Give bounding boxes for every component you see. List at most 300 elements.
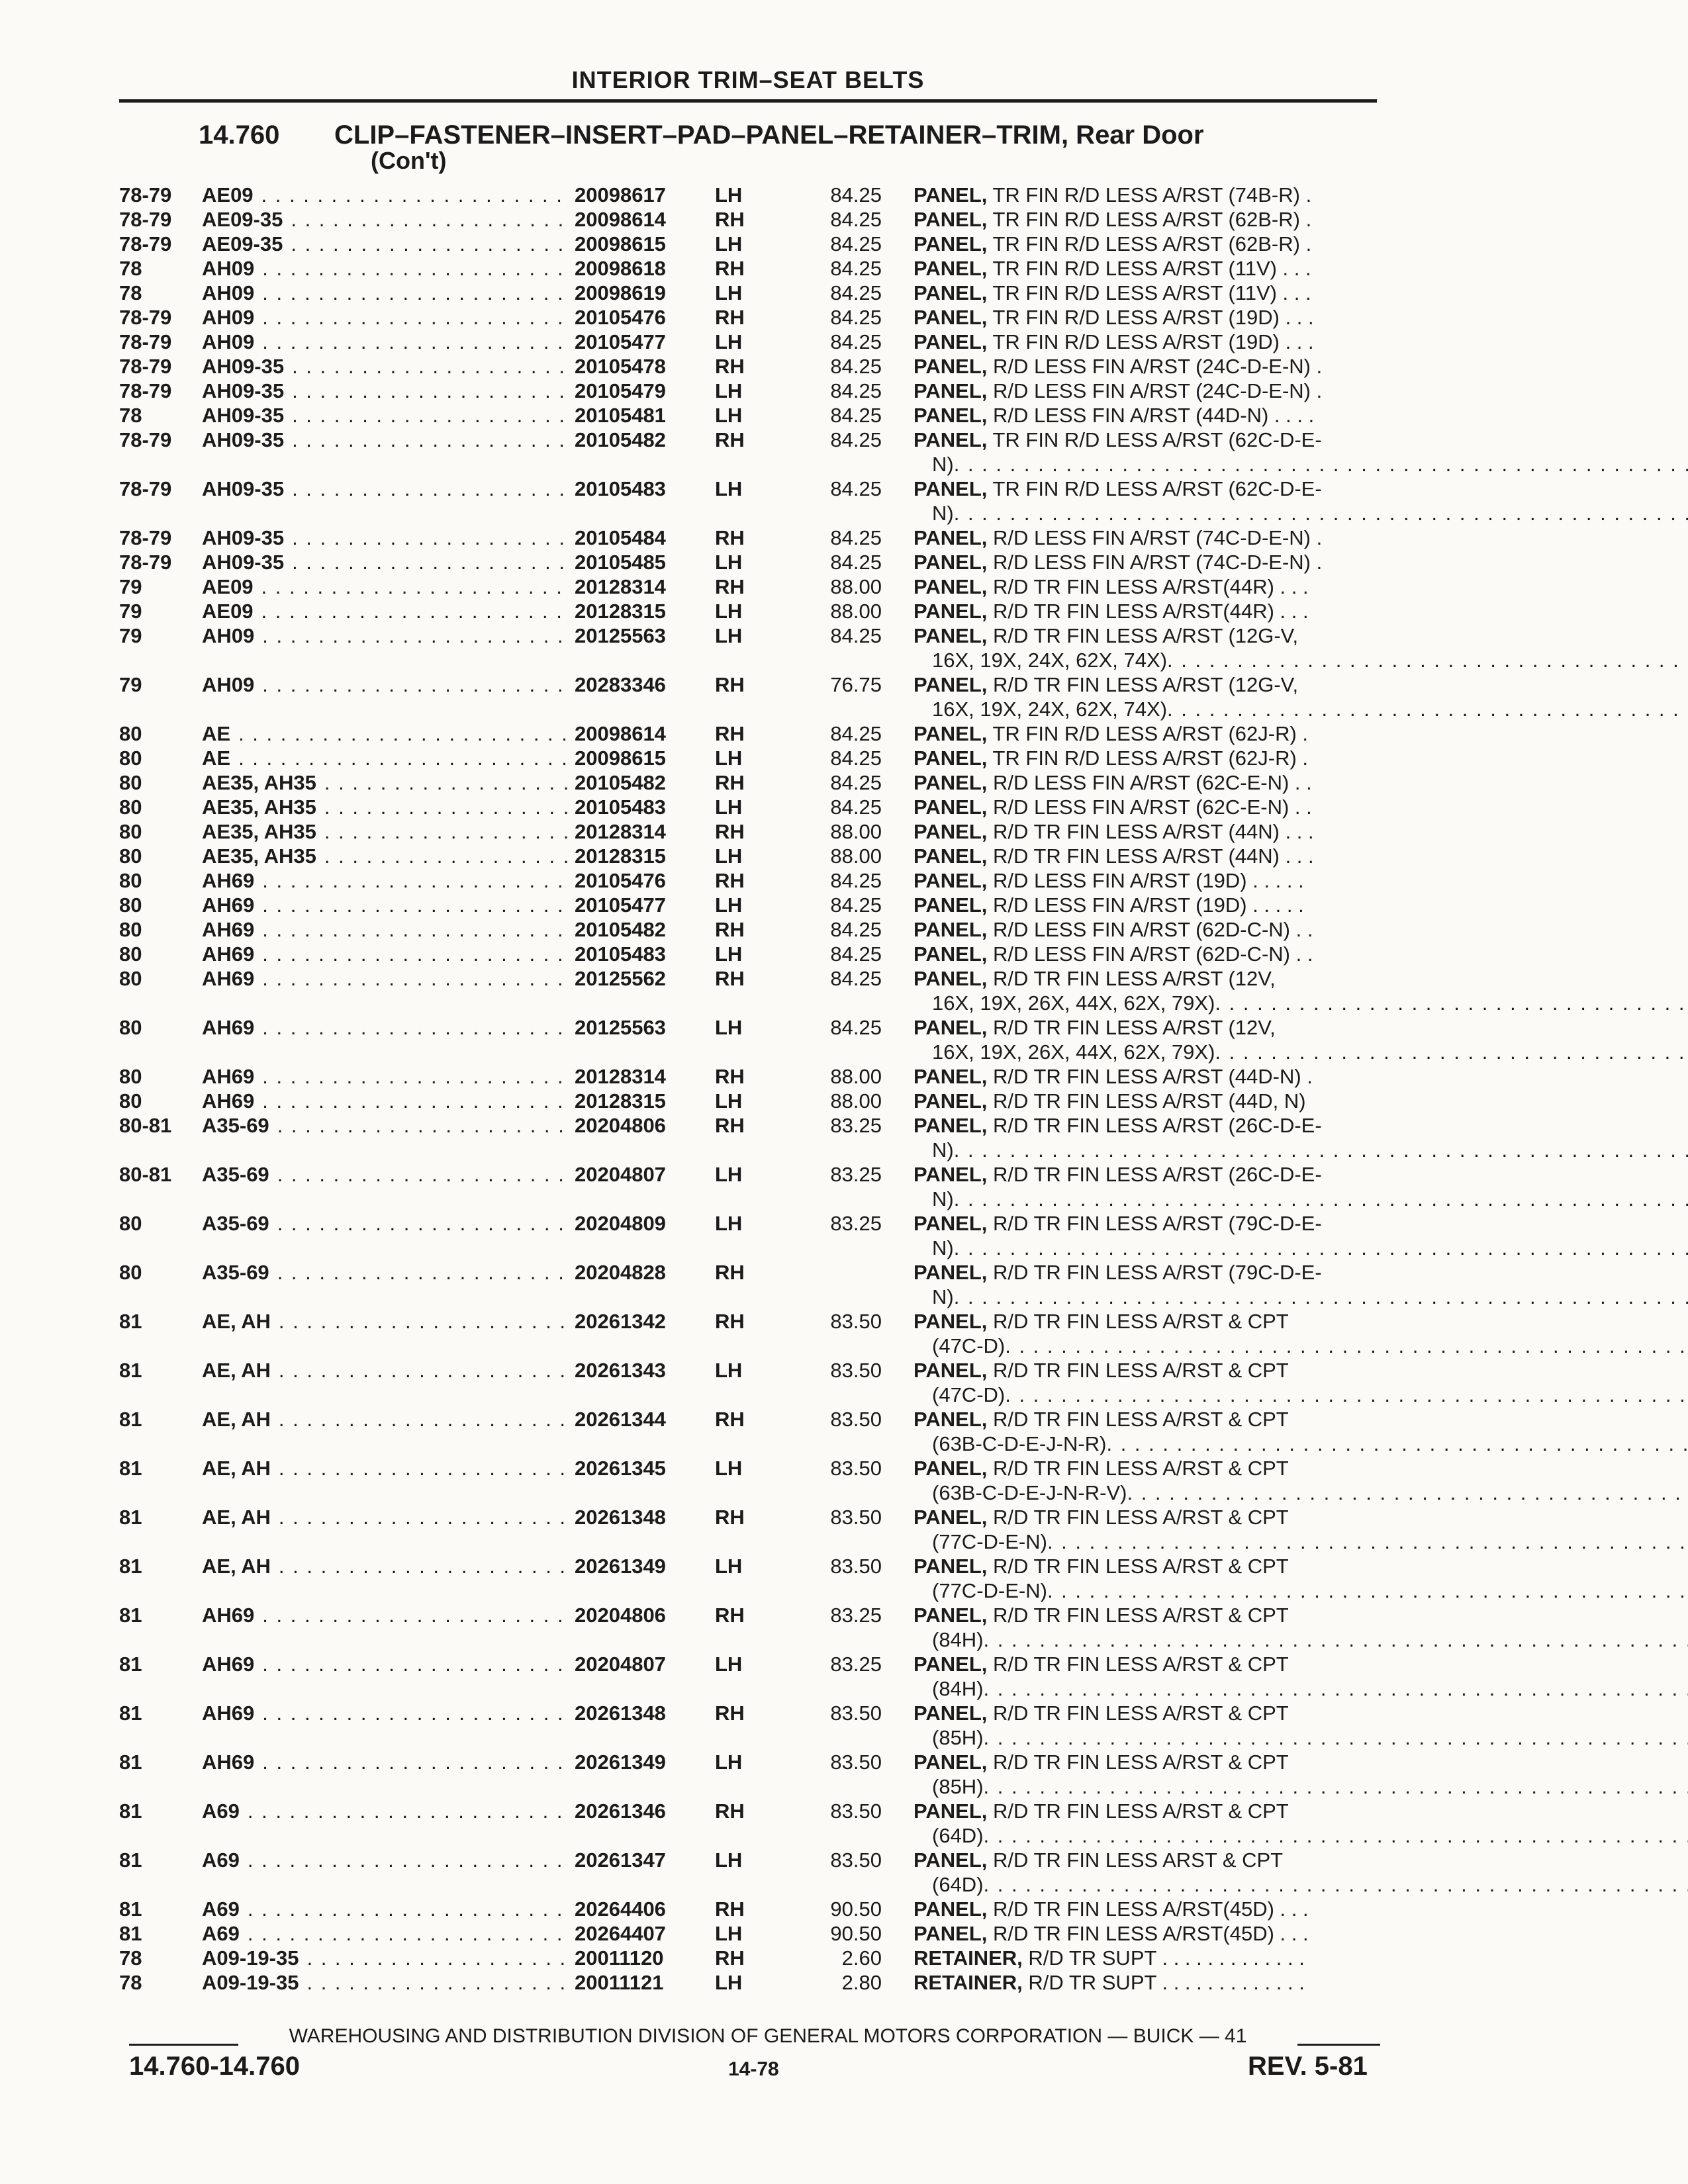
year-cell: 80-81 — [119, 1114, 172, 1137]
model-text: A35-69 — [202, 1261, 269, 1284]
part-number-cell: 20105476 — [575, 306, 666, 329]
part-number-cell: 20261349 — [575, 1555, 666, 1578]
description-cell — [882, 770, 1390, 795]
description-line-2 — [914, 1383, 1688, 1407]
description-line-1 — [914, 1946, 1390, 1970]
footer-publisher-line: WAREHOUSING AND DISTRIBUTION DIVISION OF GENERAL MOTORS CORPORATION — BUICK — 41 — [289, 2025, 1247, 2047]
description-cell — [882, 403, 1390, 428]
part-number-cell: 20204807 — [575, 1653, 666, 1676]
price-cell: 83.50 — [830, 1359, 882, 1382]
side-cell: RH — [715, 673, 745, 696]
description-keyword: PANEL, — [914, 1604, 988, 1627]
description-line-2 — [914, 1774, 1688, 1799]
model-cell — [202, 672, 569, 697]
year-cell: 80 — [119, 869, 142, 892]
list-item — [119, 1505, 1390, 1554]
price-cell: 84.25 — [830, 869, 882, 892]
part-number-cell: 20264406 — [575, 1897, 666, 1921]
list-item — [119, 1015, 1390, 1064]
year-cell: 80 — [119, 967, 142, 990]
year-cell: 80 — [119, 1065, 142, 1088]
description-cell — [882, 1015, 1688, 1064]
list-item — [119, 428, 1390, 477]
year-cell: 81 — [119, 1310, 142, 1333]
dot-leader — [984, 1872, 1688, 1897]
model-text: AE35, AH35 — [202, 796, 316, 819]
description-text: R/D TR FIN LESS A/RST(44R) . . . — [987, 600, 1309, 623]
description-text: R/D TR FIN LESS A/RST & CPT — [987, 1506, 1289, 1529]
model-text: AE, AH — [202, 1408, 271, 1431]
description-cell — [882, 1260, 1688, 1309]
dot-leader — [254, 183, 569, 207]
price-cell: 84.25 — [830, 428, 882, 451]
description-text: R/D TR FIN LESS A/RST & CPT — [987, 1310, 1289, 1333]
dot-leader — [269, 1162, 569, 1187]
description-line-1 — [914, 746, 1390, 770]
year-cell: 81 — [119, 1922, 142, 1945]
model-text: A69 — [202, 1922, 240, 1945]
dot-leader — [271, 1407, 569, 1432]
description-text: TR FIN R/D LESS A/RST (62J-R) . — [987, 722, 1309, 745]
model-cell — [202, 1652, 569, 1676]
list-item — [119, 1799, 1390, 1848]
part-number-cell: 20098619 — [575, 281, 666, 304]
description-text: R/D TR FIN LESS A/RST & CPT — [987, 1751, 1289, 1774]
side-cell: RH — [715, 771, 745, 794]
model-cell — [202, 477, 569, 501]
dot-leader — [254, 1089, 569, 1113]
description-cell — [882, 232, 1390, 256]
part-number-cell: 20128314 — [575, 820, 666, 843]
dot-leader — [254, 672, 569, 697]
part-number-cell: 20098618 — [575, 257, 666, 280]
description-text: TR FIN R/D LESS A/RST (62B-R) . — [987, 232, 1312, 255]
model-text: AE35, AH35 — [202, 844, 316, 868]
description-line-1 — [914, 623, 1688, 648]
description-cell — [882, 1358, 1688, 1407]
list-item — [119, 354, 1390, 379]
side-cell: RH — [715, 1604, 745, 1627]
description-line-2 — [914, 1823, 1688, 1848]
year-cell: 80 — [119, 1212, 142, 1235]
description-keyword: PANEL, — [914, 844, 988, 868]
description-cell — [882, 354, 1390, 379]
side-cell: RH — [715, 257, 745, 280]
price-cell: 84.25 — [830, 183, 882, 206]
model-text: A35-69 — [202, 1163, 269, 1186]
side-cell: RH — [715, 575, 745, 598]
description-continuation: (85H) — [932, 1775, 984, 1798]
dot-leader — [271, 1456, 569, 1480]
list-item — [119, 1358, 1390, 1407]
description-line-2 — [914, 1432, 1688, 1456]
price-cell: 84.25 — [830, 526, 882, 549]
description-continuation: (77C-D-E-N) — [932, 1530, 1047, 1553]
model-text: AH69 — [202, 893, 255, 917]
description-line-1 — [914, 428, 1688, 452]
year-cell: 78 — [119, 404, 142, 427]
model-cell — [202, 1015, 569, 1040]
model-cell — [202, 966, 569, 991]
description-cell — [882, 1407, 1688, 1456]
part-number-cell: 20105482 — [575, 918, 666, 941]
description-line-1 — [914, 1162, 1688, 1187]
description-line-1 — [914, 1921, 1390, 1946]
price-cell: 83.50 — [830, 1555, 882, 1578]
model-text: AE35, AH35 — [202, 820, 316, 843]
price-cell: 84.25 — [830, 942, 882, 966]
description-cell — [882, 1211, 1688, 1260]
list-item — [119, 1064, 1390, 1089]
part-number-cell: 20261345 — [575, 1457, 666, 1480]
model-text: AH69 — [202, 869, 255, 892]
footer-revision: REV. 5-81 — [1248, 2052, 1368, 2081]
description-keyword: PANEL, — [914, 1702, 988, 1725]
description-continuation: (64D) — [932, 1873, 984, 1896]
description-keyword: PANEL, — [914, 967, 988, 990]
side-cell: LH — [715, 747, 743, 770]
side-cell: LH — [715, 844, 743, 868]
dot-leader — [316, 844, 569, 868]
description-line-1 — [914, 354, 1390, 379]
list-item — [119, 1162, 1390, 1211]
part-number-cell: 20128314 — [575, 1065, 666, 1088]
price-cell: 90.50 — [830, 1897, 882, 1921]
model-cell — [202, 1358, 569, 1383]
model-cell — [202, 1946, 569, 1970]
dot-leader — [284, 354, 569, 379]
side-cell: RH — [715, 1506, 745, 1529]
part-number-cell: 20261344 — [575, 1408, 666, 1431]
part-number-cell: 20128315 — [575, 600, 666, 623]
list-item — [119, 1701, 1390, 1750]
model-text: AE35, AH35 — [202, 771, 316, 794]
list-item — [119, 844, 1390, 868]
part-number-cell: 20264407 — [575, 1922, 666, 1945]
list-item — [119, 1211, 1390, 1260]
price-cell: 84.25 — [830, 747, 882, 770]
footer-section-range: 14.760-14.760 — [129, 2052, 301, 2081]
description-keyword: PANEL, — [914, 526, 988, 549]
part-number-cell: 20261348 — [575, 1506, 666, 1529]
price-cell: 83.25 — [830, 1604, 882, 1627]
description-text: R/D TR FIN LESS A/RST (12G-V, — [987, 624, 1299, 647]
list-item — [119, 1113, 1390, 1162]
year-cell: 78 — [119, 257, 142, 280]
model-text: AH09-35 — [202, 526, 285, 549]
price-cell: 84.25 — [830, 918, 882, 941]
description-keyword: PANEL, — [914, 1310, 988, 1333]
description-keyword: PANEL, — [914, 404, 988, 427]
description-line-1 — [914, 1554, 1688, 1578]
model-text: AE09 — [202, 600, 254, 623]
side-cell: RH — [715, 820, 745, 843]
side-cell: RH — [715, 208, 745, 231]
model-cell — [202, 844, 569, 868]
price-cell: 83.25 — [830, 1114, 882, 1137]
dot-leader — [954, 1187, 1688, 1211]
side-cell: LH — [715, 281, 743, 304]
section-title: CLIP–FASTENER–INSERT–PAD–PANEL–RETAINER–TRIM, Rear Door — [334, 120, 1204, 150]
description-keyword: PANEL, — [914, 330, 988, 353]
list-item — [119, 868, 1390, 893]
model-cell — [202, 428, 569, 452]
model-cell — [202, 1113, 569, 1138]
description-keyword: PANEL, — [914, 1922, 988, 1945]
year-cell: 78 — [119, 281, 142, 304]
year-cell: 81 — [119, 1799, 142, 1823]
description-text: R/D TR FIN LESS A/RST (44D, N) — [987, 1089, 1306, 1113]
model-cell — [202, 354, 569, 379]
dot-leader — [984, 1627, 1688, 1652]
model-cell — [202, 207, 569, 232]
description-text: R/D LESS FIN A/RST (62D-C-N) . . — [987, 942, 1313, 966]
description-text: TR FIN R/D LESS A/RST (62C-D-E- — [987, 428, 1322, 451]
description-line-1 — [914, 1848, 1688, 1872]
price-cell: 83.50 — [830, 1702, 882, 1725]
dot-leader — [1047, 1529, 1688, 1554]
description-text: TR FIN R/D LESS A/RST (19D) . . . — [987, 330, 1314, 353]
dot-leader — [254, 942, 569, 966]
dot-leader — [240, 1848, 569, 1872]
part-number-cell: 20011121 — [575, 1971, 664, 1994]
description-keyword: PANEL, — [914, 1555, 988, 1578]
dot-leader — [316, 795, 569, 819]
part-number-cell: 20128315 — [575, 844, 666, 868]
model-text: AE09-35 — [202, 208, 283, 231]
side-cell: RH — [715, 1702, 745, 1725]
side-cell: LH — [715, 600, 743, 623]
list-item — [119, 1309, 1390, 1358]
part-number-cell: 20105483 — [575, 477, 666, 500]
description-cell — [882, 1799, 1688, 1848]
description-line-2 — [914, 1725, 1688, 1750]
description-keyword: PANEL, — [914, 477, 988, 500]
side-cell: LH — [715, 1653, 743, 1676]
part-number-cell: 20125563 — [575, 1016, 666, 1039]
dot-leader — [254, 1750, 569, 1774]
side-cell: RH — [715, 1408, 745, 1431]
side-cell: RH — [715, 428, 745, 451]
description-line-2 — [914, 1480, 1688, 1505]
description-text: TR FIN R/D LESS A/RST (11V) . . . — [987, 281, 1311, 304]
part-number-cell: 20128314 — [575, 575, 666, 598]
description-line-1 — [914, 1089, 1390, 1113]
price-cell: 88.00 — [830, 1065, 882, 1088]
description-keyword: PANEL, — [914, 624, 988, 647]
description-line-2 — [914, 1236, 1688, 1260]
list-item — [119, 1652, 1390, 1701]
dot-leader — [284, 525, 569, 550]
description-text: R/D TR SUPT . . . . . . . . . . . . . — [1022, 1946, 1305, 1970]
description-cell — [882, 966, 1688, 1015]
dot-leader — [954, 1236, 1688, 1260]
model-text: AE, AH — [202, 1457, 271, 1480]
year-cell: 80 — [119, 796, 142, 819]
part-number-cell: 20105478 — [575, 355, 666, 378]
list-item — [119, 1260, 1390, 1309]
description-keyword: PANEL, — [914, 1848, 988, 1872]
side-cell: LH — [715, 330, 743, 353]
description-continuation: 16X, 19X, 24X, 62X, 74X) — [932, 649, 1168, 672]
description-text: R/D LESS FIN A/RST (19D) . . . . . — [987, 869, 1304, 892]
description-line-1 — [914, 868, 1390, 893]
price-cell: 84.25 — [830, 306, 882, 329]
side-cell: RH — [715, 918, 745, 941]
model-cell — [202, 183, 569, 207]
description-line-1 — [914, 770, 1390, 795]
description-text: R/D LESS FIN A/RST (62C-E-N) . . — [987, 771, 1312, 794]
price-cell: 83.50 — [830, 1457, 882, 1480]
year-cell: 80 — [119, 747, 142, 770]
description-keyword: PANEL, — [914, 306, 988, 329]
year-cell: 78-79 — [119, 355, 172, 378]
description-line-1 — [914, 1750, 1688, 1774]
dot-leader — [283, 207, 569, 232]
description-keyword: PANEL, — [914, 1016, 988, 1039]
price-cell: 84.25 — [830, 893, 882, 917]
dot-leader — [269, 1113, 569, 1138]
dot-leader — [984, 1823, 1688, 1848]
description-cell — [882, 379, 1390, 403]
part-number-cell: 20204807 — [575, 1163, 666, 1186]
list-item — [119, 770, 1390, 795]
description-cell — [882, 868, 1390, 893]
model-cell — [202, 1799, 569, 1823]
dot-leader — [254, 966, 569, 991]
description-keyword: PANEL, — [914, 942, 988, 966]
model-cell — [202, 525, 569, 550]
list-item — [119, 1089, 1390, 1113]
description-text: R/D TR FIN LESS A/RST(45D) . . . — [987, 1922, 1309, 1945]
description-cell — [882, 574, 1390, 599]
description-cell — [882, 844, 1390, 868]
side-cell: LH — [715, 183, 743, 206]
price-cell: 83.25 — [830, 1163, 882, 1186]
page-header-title: INTERIOR TRIM–SEAT BELTS — [571, 66, 925, 93]
side-cell: LH — [715, 1922, 743, 1945]
footer-page-number: 14-78 — [728, 2058, 779, 2080]
description-continuation: (85H) — [932, 1726, 984, 1749]
model-cell — [202, 1407, 569, 1432]
list-item — [119, 330, 1390, 354]
model-cell — [202, 1603, 569, 1627]
side-cell: RH — [715, 526, 745, 549]
description-cell — [882, 1089, 1390, 1113]
part-number-cell: 20128315 — [575, 1089, 666, 1113]
description-cell — [882, 305, 1390, 330]
description-cell — [882, 1113, 1688, 1162]
model-cell — [202, 746, 569, 770]
description-line-1 — [914, 1799, 1688, 1823]
part-number-cell: 20011120 — [575, 1946, 664, 1970]
year-cell: 78-79 — [119, 526, 172, 549]
year-cell: 80 — [119, 942, 142, 966]
model-cell — [202, 281, 569, 305]
description-keyword: PANEL, — [914, 281, 988, 304]
description-text: TR FIN R/D LESS A/RST (74B-R) . — [987, 183, 1312, 206]
list-item — [119, 256, 1390, 281]
dot-leader — [284, 428, 569, 452]
dot-leader — [316, 819, 569, 844]
description-line-1 — [914, 1015, 1688, 1040]
description-line-2 — [914, 1040, 1688, 1064]
side-cell: LH — [715, 551, 743, 574]
price-cell: 84.25 — [830, 771, 882, 794]
dot-leader — [1106, 1432, 1688, 1456]
description-line-1 — [914, 1456, 1688, 1480]
side-cell: LH — [715, 893, 743, 917]
list-item — [119, 599, 1390, 623]
model-text: AH69 — [202, 967, 255, 990]
list-item — [119, 1921, 1390, 1946]
dot-leader — [254, 305, 569, 330]
description-cell — [882, 1897, 1390, 1921]
description-keyword: PANEL, — [914, 1114, 988, 1137]
side-cell: LH — [715, 1555, 743, 1578]
dot-leader — [240, 1897, 569, 1921]
dot-leader — [954, 501, 1688, 525]
side-cell: LH — [715, 1971, 743, 1994]
dot-leader — [299, 1946, 569, 1970]
dot-leader — [984, 1725, 1688, 1750]
dot-leader — [984, 1676, 1688, 1701]
model-text: AH69 — [202, 1702, 255, 1725]
dot-leader — [230, 721, 569, 746]
part-number-cell: 20105476 — [575, 869, 666, 892]
model-text: AH09-35 — [202, 428, 285, 451]
description-text: R/D LESS FIN A/RST (74C-D-E-N) . — [987, 551, 1323, 574]
list-item — [119, 183, 1390, 207]
description-cell — [882, 795, 1390, 819]
description-cell — [882, 525, 1390, 550]
year-cell: 79 — [119, 575, 142, 598]
model-text: AH09 — [202, 330, 255, 353]
model-cell — [202, 1554, 569, 1578]
price-cell: 76.75 — [830, 673, 882, 696]
side-cell: LH — [715, 1163, 743, 1186]
description-continuation: 16X, 19X, 26X, 44X, 62X, 79X) — [932, 1040, 1215, 1064]
year-cell: 78-79 — [119, 183, 172, 206]
part-number-cell: 20261346 — [575, 1799, 666, 1823]
description-keyword: PANEL, — [914, 1799, 988, 1823]
model-text: AE, AH — [202, 1359, 271, 1382]
model-cell — [202, 1309, 569, 1334]
description-text: R/D TR FIN LESS A/RST (44D-N) . — [987, 1065, 1313, 1088]
side-cell: RH — [715, 1946, 745, 1970]
list-item — [119, 721, 1390, 746]
part-number-cell: 20105477 — [575, 330, 666, 353]
footer-rule-left — [129, 2044, 238, 2046]
part-number-cell: 20204809 — [575, 1212, 666, 1235]
year-cell: 79 — [119, 600, 142, 623]
dot-leader — [271, 1309, 569, 1334]
price-cell: 83.50 — [830, 1799, 882, 1823]
description-line-1 — [914, 893, 1390, 917]
model-text: AE, AH — [202, 1310, 271, 1333]
price-cell: 84.25 — [830, 404, 882, 427]
description-line-2 — [914, 1285, 1688, 1309]
description-cell — [882, 1064, 1390, 1089]
description-text: R/D LESS FIN A/RST (62C-E-N) . . — [987, 796, 1312, 819]
dot-leader — [954, 1138, 1688, 1162]
price-cell: 83.50 — [830, 1751, 882, 1774]
description-cell — [882, 819, 1390, 844]
dot-leader — [269, 1211, 569, 1236]
side-cell: LH — [715, 1016, 743, 1039]
dot-leader — [284, 379, 569, 403]
model-text: AH09-35 — [202, 551, 285, 574]
